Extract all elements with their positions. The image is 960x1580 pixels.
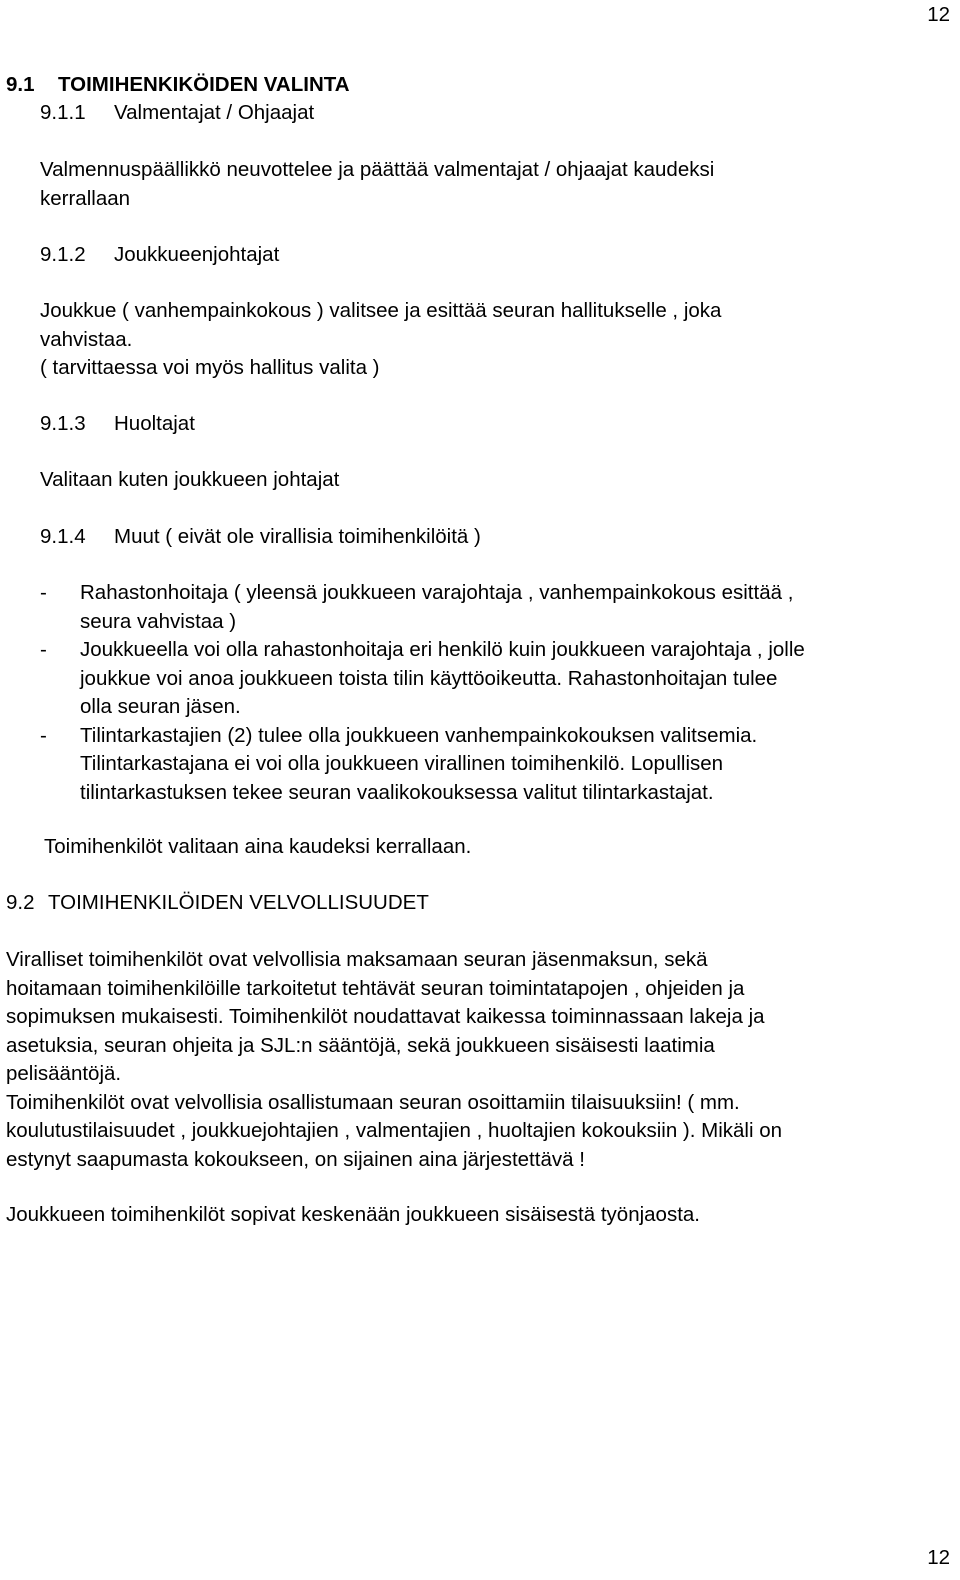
paragraph-joukkueenjohtajat	[40, 297, 721, 383]
paragraph-huoltajat	[40, 466, 339, 495]
text-line: Joukkueella voi olla rahastonhoitaja eri henkilö kuin joukkueen varajohtaja , jolle	[80, 638, 805, 661]
text-line: Viralliset toimihenkilöt ovat velvollisia maksamaan seuran jäsenmaksun, sekä	[6, 948, 708, 971]
text-line: tilintarkastuksen tekee seuran vaalikokouksessa valitut tilintarkastajat.	[80, 780, 714, 804]
subsection-title: Valmentajat / Ohjaajat	[114, 101, 315, 124]
closing-line: Toimihenkilöt valitaan aina kaudeksi kerrallaan.	[44, 835, 472, 858]
subsection-heading-9-1-3	[40, 410, 195, 439]
muut-list	[40, 579, 955, 807]
subsection-title: Huoltajat	[114, 412, 195, 435]
text-line: ( tarvittaessa voi myös hallitus valita )	[40, 356, 380, 379]
text-line: asetuksia, seuran ohjeita ja SJL:n sääntöjä, sekä joukkueen sisäisesti laatimia	[6, 1033, 715, 1057]
section-title: TOIMIHENKILÖIDEN VELVOLLISUUDET	[48, 891, 429, 914]
text-line: Joukkue ( vanhempainkokous ) valitsee ja esittää seuran hallitukselle , joka	[40, 299, 722, 322]
paragraph-velvollisuudet	[6, 946, 951, 1174]
paragraph-valmentajat	[40, 156, 714, 213]
section-number: 9.1	[6, 73, 35, 96]
subsection-heading-9-1-4	[40, 523, 481, 552]
subsection-title: Muut ( eivät ole virallisia toimihenkilöitä )	[114, 525, 481, 548]
text-line: Rahastonhoitaja ( yleensä joukkueen varajohtaja , vanhempainkokous esittää ,	[80, 581, 794, 604]
section-heading-9-2	[6, 889, 429, 918]
subsection-number: 9.1.1	[40, 101, 86, 124]
list-item	[40, 579, 955, 636]
subsection-number: 9.1.4	[40, 525, 86, 548]
subsection-number: 9.1.2	[40, 243, 86, 266]
list-item	[40, 722, 955, 808]
text-line: vahvistaa.	[40, 327, 133, 351]
text-line: olla seuran jäsen.	[80, 695, 241, 718]
section-title: TOIMIHENKIKÖIDEN VALINTA	[58, 73, 350, 96]
subsection-number: 9.1.3	[40, 412, 86, 435]
list-bullet: -	[40, 723, 47, 747]
paragraph-tyonjako: Joukkueen toimihenkilöt sopivat keskenään joukkueen sisäisestä työnjaosta.	[6, 1203, 700, 1226]
text-line: Tilintarkastajien (2) tulee olla joukkueen vanhempainkokouksen valitsemia.	[80, 723, 758, 747]
text-line: seura vahvistaa )	[80, 609, 237, 633]
text-line: Valitaan kuten joukkueen johtajat	[40, 468, 340, 491]
text-line: pelisääntöjä.	[6, 1062, 122, 1085]
list-bullet: -	[40, 581, 47, 604]
text-line: koulutustilaisuudet , joukkuejohtajien , valmentajien , huoltajien kokouksiin ). Mikäli on	[6, 1119, 783, 1142]
subsection-heading-9-1-2	[40, 241, 279, 270]
page-number-top: 12	[927, 3, 950, 26]
text-line: kerrallaan	[40, 186, 131, 210]
text-line: Tilintarkastajana ei voi olla joukkueen virallinen toimihenkilö. Lopullisen	[80, 752, 724, 775]
section-heading-9-1	[6, 71, 350, 100]
text-line: hoitamaan toimihenkilöille tarkoitetut tehtävät seuran toimintatapojen , ohjeiden ja	[6, 976, 745, 1000]
text-line: sopimuksen mukaisesti. Toimihenkilöt noudattavat kaikessa toiminnassaan lakeja ja	[6, 1005, 765, 1028]
list-item	[40, 636, 955, 722]
list-bullet: -	[40, 638, 47, 661]
text-line: estynyt saapumasta kokoukseen, on sijainen aina järjestettävä !	[6, 1147, 585, 1171]
text-line: Toimihenkilöt ovat velvollisia osallistumaan seuran osoittamiin tilaisuuksiin! ( mm.	[6, 1090, 740, 1114]
text-line: Valmennuspäällikkö neuvottelee ja päättää valmentajat / ohjaajat kaudeksi	[40, 158, 715, 181]
subsection-heading-9-1-1	[40, 99, 314, 128]
text-line: joukkue voi anoa joukkueen toista tilin käyttöoikeutta. Rahastonhoitajan tulee	[80, 666, 778, 690]
section-number: 9.2	[6, 891, 35, 914]
page-number-bottom: 12	[927, 1546, 950, 1569]
subsection-title: Joukkueenjohtajat	[114, 243, 280, 266]
